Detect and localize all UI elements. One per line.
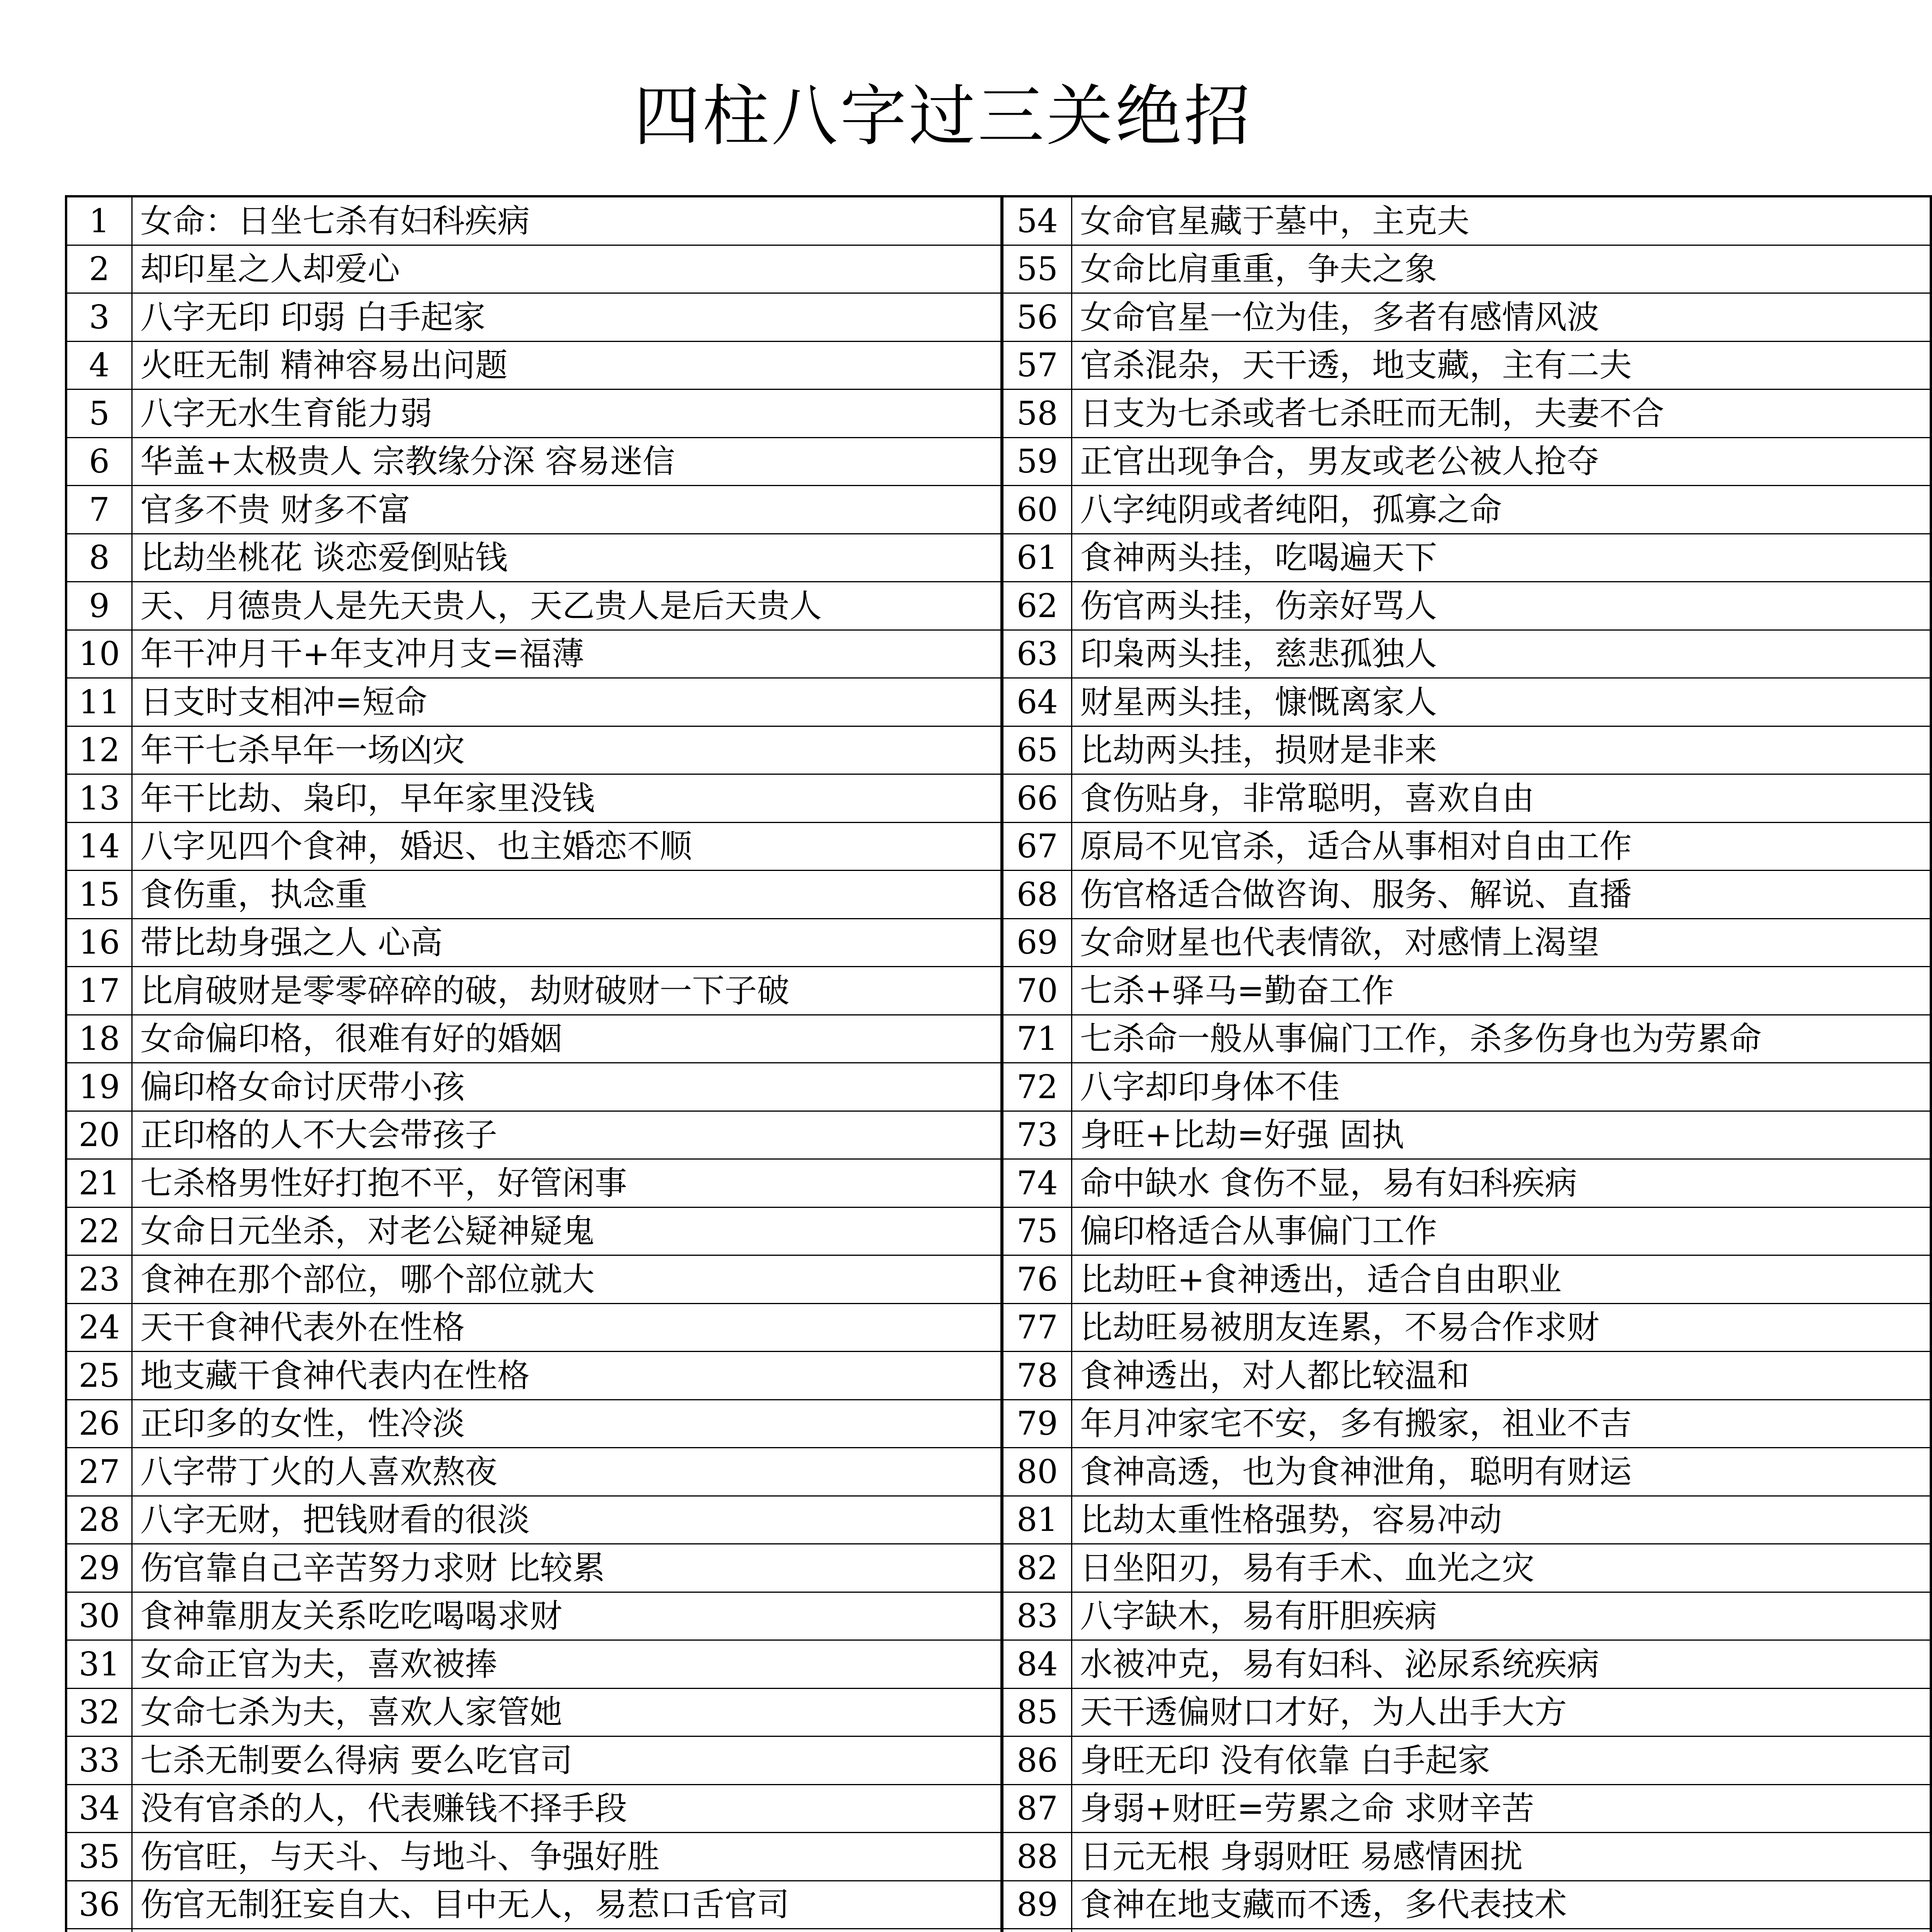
- row-number: 25: [66, 1352, 132, 1400]
- row-text: 比劫坐桃花 谈恋爱倒贴钱: [132, 534, 1002, 582]
- table-row: [66, 1015, 1931, 1063]
- row-number: 15: [66, 871, 132, 919]
- row-number: 76: [1002, 1255, 1072, 1304]
- row-text: 身旺无印 没有依靠 白手起家: [1071, 1736, 1931, 1785]
- table-row: [66, 1688, 1931, 1736]
- table-row: [66, 1784, 1931, 1833]
- row-text: 地支藏干食神代表内在性格: [132, 1352, 1002, 1400]
- row-text: 带比劫身强之人 心高: [132, 918, 1002, 967]
- table-row: [66, 967, 1931, 1015]
- row-text: 八字带丁火的人喜欢熬夜: [132, 1448, 1002, 1496]
- row-number: 13: [66, 774, 132, 823]
- row-number: 2: [66, 245, 132, 293]
- row-text: 伤官无制狂妄自大、目中无人，易惹口舌官司: [132, 1881, 1002, 1929]
- row-number: 69: [1002, 918, 1072, 967]
- row-text: 华盖+太极贵人 宗教缘分深 容易迷信: [132, 437, 1002, 486]
- row-number: 60: [1002, 486, 1072, 534]
- row-text: 正印格的人不大会带孩子: [132, 1111, 1002, 1159]
- table-row: [66, 1592, 1931, 1640]
- row-text: 八字缺木，易有肝胆疾病: [1071, 1592, 1931, 1640]
- row-text: 伤官靠自己辛苦努力求财 比较累: [132, 1544, 1002, 1592]
- row-number: 72: [1002, 1063, 1072, 1111]
- table-row: [66, 389, 1931, 438]
- table-row: [66, 1881, 1931, 1929]
- row-text: 偏印格女命讨厌带小孩: [132, 1063, 1002, 1111]
- row-text: 八字纯阴或者纯阳，孤寡之命: [1071, 486, 1931, 534]
- table-row: [66, 726, 1931, 774]
- row-number: 24: [66, 1303, 132, 1352]
- row-number: 18: [66, 1015, 132, 1063]
- row-text: 天、月德贵人是先天贵人，天乙贵人是后天贵人: [132, 582, 1002, 630]
- table-row: [66, 678, 1931, 726]
- row-text: 八字无财，把钱财看的很淡: [132, 1496, 1002, 1544]
- table-row: [66, 1303, 1931, 1352]
- table-row: [66, 582, 1931, 630]
- row-text: 食神高透，也为食神泄角，聪明有财运: [1071, 1448, 1931, 1496]
- table-row: [66, 1448, 1931, 1496]
- row-number: 36: [66, 1881, 132, 1929]
- row-text: 伤官格适合做咨询、服务、解说、直播: [1071, 871, 1931, 919]
- row-text: 官多不贵 财多不富: [132, 486, 1002, 534]
- row-text: 七杀格男性好打抱不平，好管闲事: [132, 1159, 1002, 1208]
- row-number: 7: [66, 486, 132, 534]
- row-text: 日支为七杀或者七杀旺而无制，夫妻不合: [1071, 389, 1931, 438]
- table-row: [66, 871, 1931, 919]
- row-number: 62: [1002, 582, 1072, 630]
- row-text: 官杀混杂，天干透，地支藏，主有二夫: [1071, 341, 1931, 389]
- row-text: 女命官星一位为佳，多者有感情风波: [1071, 293, 1931, 342]
- row-text: 比劫旺+食神透出，适合自由职业: [1071, 1255, 1931, 1304]
- row-number: 81: [1002, 1496, 1072, 1544]
- row-number: 8: [66, 534, 132, 582]
- row-text: 八字无印 印弱 白手起家: [132, 293, 1002, 342]
- table-row: [66, 341, 1931, 389]
- row-text: 日支时支相冲=短命: [132, 678, 1002, 726]
- row-number: 4: [66, 341, 132, 389]
- row-text: 财星两头挂，慷慨离家人: [1071, 678, 1931, 726]
- row-text: [132, 1929, 1002, 1932]
- row-text: 食伤重，执念重: [132, 871, 1002, 919]
- row-text: 女命比肩重重，争夫之象: [1071, 245, 1931, 293]
- table-row: [66, 822, 1931, 871]
- table-row: [66, 1352, 1931, 1400]
- row-text: 命中缺水 食伤不显，易有妇科疾病: [1071, 1159, 1931, 1208]
- row-number: 19: [66, 1063, 132, 1111]
- row-number: 56: [1002, 293, 1072, 342]
- row-text: 伤官两头挂，伤亲好骂人: [1071, 582, 1931, 630]
- row-number: 27: [66, 1448, 132, 1496]
- row-number: 10: [66, 630, 132, 678]
- table-row: [66, 1111, 1931, 1159]
- row-text: 天干食神代表外在性格: [132, 1303, 1002, 1352]
- table-row: [66, 1063, 1931, 1111]
- row-text: 日坐阳刃，易有手术、血光之灾: [1071, 1544, 1931, 1592]
- row-number: 82: [1002, 1544, 1072, 1592]
- row-number: 14: [66, 822, 132, 871]
- row-text: 食神两头挂，吃喝遍天下: [1071, 534, 1931, 582]
- row-text: 女命七杀为夫，喜欢人家管她: [132, 1688, 1002, 1736]
- row-text: 年月冲家宅不安，多有搬家，祖业不吉: [1071, 1400, 1931, 1448]
- table-row: [66, 1833, 1931, 1881]
- row-text: 食神在那个部位，哪个部位就大: [132, 1255, 1002, 1304]
- row-number: 71: [1002, 1015, 1072, 1063]
- table-row: [66, 1400, 1931, 1448]
- row-number: 83: [1002, 1592, 1072, 1640]
- row-number: 73: [1002, 1111, 1072, 1159]
- page-title: 四柱八字过三关绝招: [634, 77, 1253, 155]
- row-number: 54: [1002, 196, 1072, 245]
- row-number: 59: [1002, 437, 1072, 486]
- row-text: 偏印格适合从事偏门工作: [1071, 1207, 1931, 1255]
- row-number: 9: [66, 582, 132, 630]
- row-text: 印枭两头挂，慈悲孤独人: [1071, 630, 1931, 678]
- row-text: 比肩破财是零零碎碎的破，劫财破财一下子破: [132, 967, 1002, 1015]
- row-number: 21: [66, 1159, 132, 1208]
- row-number: 20: [66, 1111, 132, 1159]
- row-text: [1071, 1929, 1931, 1932]
- row-number: 64: [1002, 678, 1072, 726]
- row-text: 食神靠朋友关系吃吃喝喝求财: [132, 1592, 1002, 1640]
- table-row: [66, 196, 1931, 245]
- row-text: 伤官旺，与天斗、与地斗、争强好胜: [132, 1833, 1002, 1881]
- row-number: 66: [1002, 774, 1072, 823]
- row-number: 32: [66, 1688, 132, 1736]
- row-number: 57: [1002, 341, 1072, 389]
- row-text: 八字无水生育能力弱: [132, 389, 1002, 438]
- row-number: 75: [1002, 1207, 1072, 1255]
- row-text: 年干比劫、枭印，早年家里没钱: [132, 774, 1002, 823]
- row-number: 6: [66, 437, 132, 486]
- table-row: [66, 1544, 1931, 1592]
- row-text: 比劫旺易被朋友连累，不易合作求财: [1071, 1303, 1931, 1352]
- row-number: 80: [1002, 1448, 1072, 1496]
- row-number: 12: [66, 726, 132, 774]
- row-text: 身旺+比劫=好强 固执: [1071, 1111, 1931, 1159]
- row-number: 84: [1002, 1640, 1072, 1689]
- row-number: 11: [66, 678, 132, 726]
- table-row: [66, 1255, 1931, 1304]
- row-number: 65: [1002, 726, 1072, 774]
- row-text: 女命官星藏于墓中，主克夫: [1071, 196, 1931, 245]
- row-number: 89: [1002, 1881, 1072, 1929]
- row-text: 食神在地支藏而不透，多代表技术: [1071, 1881, 1931, 1929]
- table-row: [66, 918, 1931, 967]
- row-number: 68: [1002, 871, 1072, 919]
- row-text: 七杀命一般从事偏门工作，杀多伤身也为劳累命: [1071, 1015, 1931, 1063]
- row-text: 水被冲克，易有妇科、泌尿系统疾病: [1071, 1640, 1931, 1689]
- row-text: 没有官杀的人，代表赚钱不择手段: [132, 1784, 1002, 1833]
- row-number: 29: [66, 1544, 132, 1592]
- table-row: [66, 534, 1931, 582]
- row-number: 70: [1002, 967, 1072, 1015]
- row-text: 女命财星也代表情欲，对感情上渴望: [1071, 918, 1931, 967]
- table-row: [66, 1929, 1931, 1932]
- row-number: 26: [66, 1400, 132, 1448]
- table-row: [66, 1496, 1931, 1544]
- row-number: 16: [66, 918, 132, 967]
- row-number: 22: [66, 1207, 132, 1255]
- row-text: 火旺无制 精神容易出问题: [132, 341, 1002, 389]
- row-number: 35: [66, 1833, 132, 1881]
- row-number: 85: [1002, 1688, 1072, 1736]
- table-row: [66, 1207, 1931, 1255]
- table-row: [66, 293, 1931, 342]
- row-text: 比劫太重性格强势，容易冲动: [1071, 1496, 1931, 1544]
- row-text: 天干透偏财口才好，为人出手大方: [1071, 1688, 1931, 1736]
- row-number: 55: [1002, 245, 1072, 293]
- row-number: 28: [66, 1496, 132, 1544]
- row-text: 日元无根 身弱财旺 易感情困扰: [1071, 1833, 1931, 1881]
- row-text: 身弱+财旺=劳累之命 求财辛苦: [1071, 1784, 1931, 1833]
- table-row: [66, 1640, 1931, 1689]
- row-text: 女命偏印格，很难有好的婚姻: [132, 1015, 1002, 1063]
- row-text: 却印星之人却爱心: [132, 245, 1002, 293]
- table-row: [66, 774, 1931, 823]
- row-text: 原局不见官杀，适合从事相对自由工作: [1071, 822, 1931, 871]
- row-number: 74: [1002, 1159, 1072, 1208]
- row-number: 17: [66, 967, 132, 1015]
- row-text: 正官出现争合，男友或老公被人抢夺: [1071, 437, 1931, 486]
- row-text: 七杀+驿马=勤奋工作: [1071, 967, 1931, 1015]
- row-number: 23: [66, 1255, 132, 1304]
- row-number: 3: [66, 293, 132, 342]
- table-row: [66, 437, 1931, 486]
- row-text: 年干七杀早年一场凶灾: [132, 726, 1002, 774]
- row-text: 八字见四个食神，婚迟、也主婚恋不顺: [132, 822, 1002, 871]
- row-number: 86: [1002, 1736, 1072, 1785]
- row-number: 33: [66, 1736, 132, 1785]
- rules-table: [65, 195, 1932, 1932]
- table-row: [66, 1736, 1931, 1785]
- row-number: 77: [1002, 1303, 1072, 1352]
- row-number: 5: [66, 389, 132, 438]
- row-number: 79: [1002, 1400, 1072, 1448]
- table-row: [66, 630, 1931, 678]
- row-text: 食神透出，对人都比较温和: [1071, 1352, 1931, 1400]
- table-row: [66, 486, 1931, 534]
- row-text: 年干冲月干+年支冲月支=福薄: [132, 630, 1002, 678]
- table-row: [66, 245, 1931, 293]
- row-number: 78: [1002, 1352, 1072, 1400]
- row-number: 58: [1002, 389, 1072, 438]
- row-number: 63: [1002, 630, 1072, 678]
- row-text: 食伤贴身，非常聪明，喜欢自由: [1071, 774, 1931, 823]
- row-number: 31: [66, 1640, 132, 1689]
- row-text: 女命：日坐七杀有妇科疾病: [132, 196, 1002, 245]
- row-text: 女命日元坐杀，对老公疑神疑鬼: [132, 1207, 1002, 1255]
- table-row: [66, 1159, 1931, 1208]
- row-number: 87: [1002, 1784, 1072, 1833]
- row-text: 比劫两头挂，损财是非来: [1071, 726, 1931, 774]
- row-text: 八字却印身体不佳: [1071, 1063, 1931, 1111]
- row-text: 七杀无制要么得病 要么吃官司: [132, 1736, 1002, 1785]
- row-number: 34: [66, 1784, 132, 1833]
- row-number: 1: [66, 196, 132, 245]
- row-text: 正印多的女性，性冷淡: [132, 1400, 1002, 1448]
- row-number: [1002, 1929, 1072, 1932]
- row-number: 67: [1002, 822, 1072, 871]
- row-number: [66, 1929, 132, 1932]
- row-text: 女命正官为夫，喜欢被捧: [132, 1640, 1002, 1689]
- row-number: 30: [66, 1592, 132, 1640]
- row-number: 88: [1002, 1833, 1072, 1881]
- row-number: 61: [1002, 534, 1072, 582]
